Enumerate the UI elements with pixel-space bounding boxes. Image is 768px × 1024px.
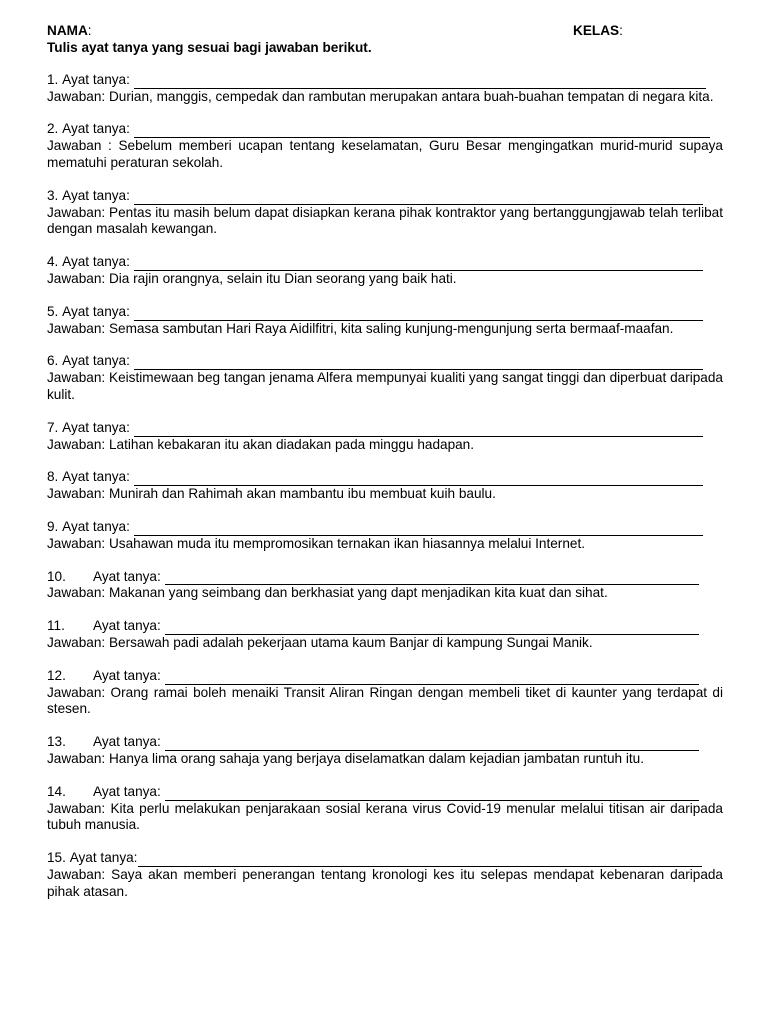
question-line: [47, 304, 723, 321]
instruction-text: Tulis ayat tanya yang sesuai bagi jawaban berikut.: [47, 40, 372, 55]
question-line: [47, 734, 723, 751]
question-prompt: Ayat tanya:: [93, 734, 161, 750]
question-item: [47, 784, 723, 834]
question-number: 11.: [47, 618, 65, 634]
question-prompt: Ayat tanya:: [62, 121, 130, 137]
answer-blank-line[interactable]: [134, 356, 703, 370]
answer-text: Jawaban: Kita perlu melakukan penjarakaan sosial kerana virus Covid-19 menular melalui titisan air daripada tubuh manusia.: [47, 800, 723, 833]
answer-text: Jawaban: Bersawah padi adalah pekerjaan utama kaum Banjar di kampung Sungai Manik.: [47, 634, 593, 650]
question-prompt: Ayat tanya:: [93, 568, 161, 584]
question-number: 12.: [47, 667, 66, 683]
question-prompt: Ayat tanya:: [62, 469, 130, 485]
nama-label: NAMA: [47, 23, 88, 38]
answer-blank-line[interactable]: [165, 621, 699, 635]
question-item: [47, 734, 723, 768]
answer-text: Jawaban : Sebelum memberi ucapan tentang keselamatan, Guru Besar mengingatkan murid-murid supaya mematuhi peraturan sekolah.: [47, 138, 723, 170]
answer-text: Jawaban: Pentas itu masih belum dapat disiapkan kerana pihak kontraktor yang bertanggungjawab telah terlibat dengan masalah kewangan.: [47, 204, 723, 237]
answer-blank-line[interactable]: [165, 571, 699, 585]
question-item: [47, 618, 723, 652]
question-prompt: Ayat tanya:: [62, 254, 130, 270]
question-number: 14.: [47, 783, 66, 799]
question-list: [47, 72, 723, 901]
question-line: [47, 668, 723, 685]
question-line: [47, 519, 723, 536]
question-number: 3.: [47, 187, 59, 203]
answer-blank-line[interactable]: [134, 257, 703, 271]
question-item: [47, 304, 723, 338]
question-line: [47, 353, 723, 370]
answer-blank-line[interactable]: [165, 671, 699, 685]
question-line: [47, 72, 723, 89]
answer-blank-line[interactable]: [165, 737, 699, 751]
question-number: 15.: [47, 850, 66, 866]
question-item: [47, 420, 723, 454]
question-number: 7.: [47, 419, 59, 435]
question-number: 8.: [47, 469, 59, 485]
question-item: [47, 850, 723, 900]
nama-colon: :: [87, 23, 92, 38]
question-prompt: Ayat tanya:: [62, 419, 130, 435]
question-item: [47, 519, 723, 553]
answer-blank-line[interactable]: [134, 472, 703, 486]
question-line: [47, 569, 723, 586]
question-line: [47, 121, 723, 138]
question-prompt: Ayat tanya:: [93, 667, 161, 683]
question-line: [47, 254, 723, 271]
question-prompt: Ayat tanya:: [69, 850, 138, 866]
question-item: [47, 121, 723, 171]
question-prompt: Ayat tanya:: [93, 783, 161, 799]
answer-text: Jawaban: Latihan kebakaran itu akan diadakan pada minggu hadapan.: [47, 436, 475, 452]
question-number: 2.: [47, 121, 59, 137]
answer-text: Jawaban: Keistimewaan beg tangan jenama Alfera mempunyai kualiti yang sangat tinggi dan diperbuat daripada kulit.: [47, 370, 723, 402]
question-prompt: Ayat tanya:: [62, 353, 130, 369]
question-item: [47, 254, 723, 288]
question-item: [47, 72, 723, 106]
question-line: [47, 784, 723, 801]
answer-blank-line[interactable]: [138, 853, 702, 867]
answer-blank-line[interactable]: [134, 191, 703, 205]
question-number: 5.: [47, 303, 59, 319]
question-number: 13.: [47, 734, 66, 750]
answer-blank-line[interactable]: [134, 124, 710, 138]
header-row: [47, 23, 723, 40]
answer-text: Jawaban: Dia rajin orangnya, selain itu Dian seorang yang baik hati.: [47, 270, 457, 286]
question-item: [47, 668, 723, 718]
worksheet: [47, 23, 723, 900]
answer-text: Jawaban: Saya akan memberi penerangan tentang kronologi kes itu selepas mendapat kebenaran daripada pihak atasan.: [47, 866, 723, 899]
nama-field: [47, 23, 92, 40]
answer-text: Jawaban: Durian, manggis, cempedak dan rambutan merupakan antara buah-buahan tempatan di negara kita.: [47, 88, 714, 104]
answer-text: Jawaban: Usahawan muda itu mempromosikan ternakan ikan hiasannya melalui Internet.: [47, 535, 586, 551]
question-number: 4.: [47, 254, 59, 270]
question-item: [47, 569, 723, 603]
answer-blank-line[interactable]: [134, 522, 703, 536]
answer-blank-line[interactable]: [134, 423, 703, 437]
question-line: [47, 618, 723, 635]
question-prompt: Ayat tanya:: [62, 303, 130, 319]
kelas-field: [573, 23, 623, 40]
answer-text: Jawaban: Orang ramai boleh menaiki Transit Aliran Ringan dengan membeli tiket di kaunter yang terdapat di stesen.: [47, 684, 723, 717]
answer-text: Jawaban: Semasa sambutan Hari Raya Aidilfitri, kita saling kunjung-mengunjung serta bermaaf-maafan.: [47, 320, 674, 336]
answer-blank-line[interactable]: [165, 787, 699, 801]
answer-text: Jawaban: Munirah dan Rahimah akan mambantu ibu membuat kuih baulu.: [47, 486, 496, 502]
kelas-colon: :: [619, 23, 623, 38]
question-line: [47, 850, 723, 867]
question-prompt: Ayat tanya:: [62, 518, 130, 534]
answer-blank-line[interactable]: [134, 307, 703, 321]
question-line: [47, 420, 723, 437]
question-number: 10.: [47, 568, 66, 584]
question-item: [47, 188, 723, 238]
question-number: 9.: [47, 518, 59, 534]
answer-text: Jawaban: Hanya lima orang sahaja yang berjaya diselamatkan dalam kejadian jambatan runtuh itu.: [47, 750, 644, 766]
question-prompt: Ayat tanya:: [62, 71, 130, 87]
kelas-label: KELAS: [573, 23, 620, 38]
question-number: 1.: [47, 71, 59, 87]
question-line: [47, 188, 723, 205]
answer-blank-line[interactable]: [134, 75, 706, 89]
question-number: 6.: [47, 353, 59, 369]
answer-text: Jawaban: Makanan yang seimbang dan berkhasiat yang dapt menjadikan kita kuat dan sihat.: [47, 585, 608, 601]
question-line: [47, 469, 723, 486]
question-item: [47, 353, 723, 403]
question-prompt: Ayat tanya:: [62, 187, 130, 203]
question-item: [47, 469, 723, 503]
question-prompt: Ayat tanya:: [93, 618, 161, 634]
